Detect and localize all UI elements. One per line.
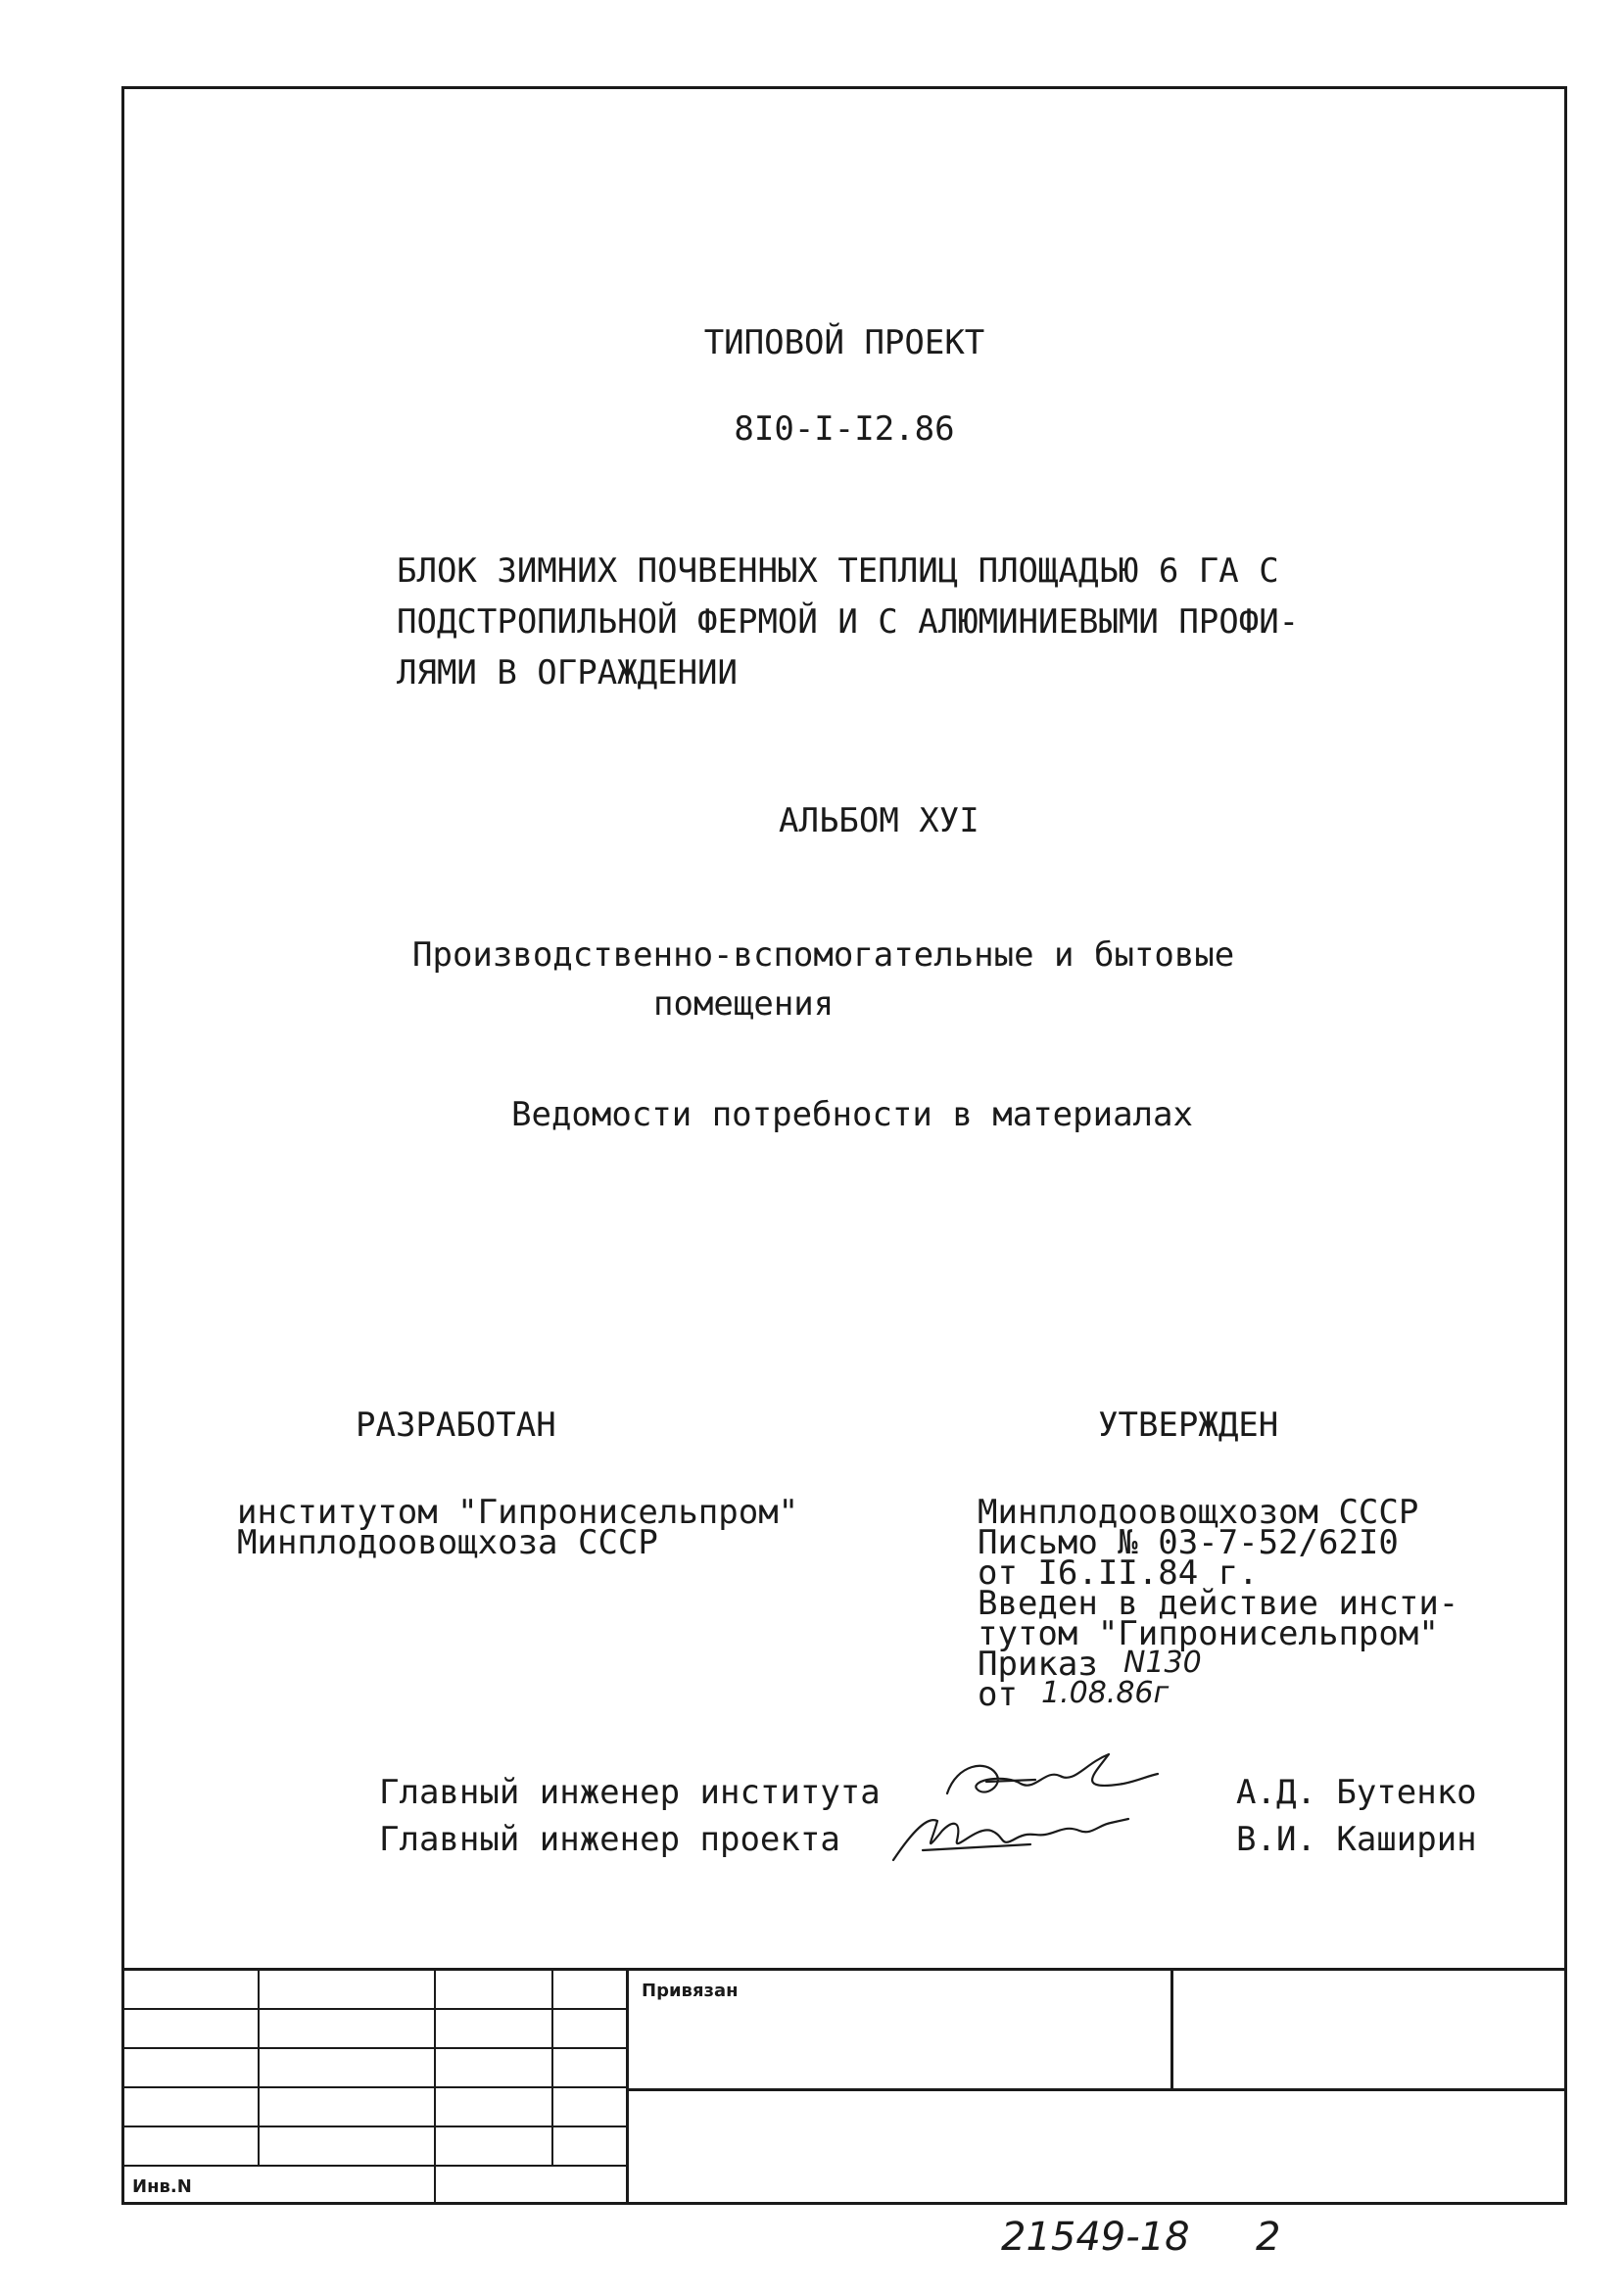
project-code: 8I0-I-I2.86 — [734, 409, 955, 449]
grid-hline-4 — [124, 2126, 626, 2127]
signature-kashirin — [884, 1801, 1158, 1870]
approved-line-4: Введен в действие инсти- — [978, 1584, 1459, 1623]
approved-line-3: от I6.II.84 г. — [978, 1553, 1259, 1593]
grid-vline-3 — [551, 1971, 553, 2167]
subtitle-line-1: Производственно-вспомогательные и бытовые — [412, 935, 1235, 975]
signature-name-butenko: А.Д. Бутенко — [1236, 1773, 1477, 1812]
attached-label: Привязан — [642, 1981, 739, 2001]
grid-hline-2 — [124, 2047, 626, 2049]
approved-line-5: тутом "Гипронисельпром" — [978, 1614, 1439, 1653]
order-date-handwritten: 1.08.86г — [1041, 1676, 1170, 1710]
grid-hline-3 — [124, 2086, 626, 2088]
developed-heading: РАЗРАБОТАН — [356, 1406, 556, 1445]
section-title: Ведомости потребности в материалах — [511, 1095, 1193, 1134]
approved-heading: УТВЕРЖДЕН — [1098, 1406, 1279, 1445]
footer-sheet-number: 2 — [1256, 2215, 1281, 2260]
project-title-line-2: ПОДСТРОПИЛЬНОЙ ФЕРМОЙ И С АЛЮМИНИЕВЫМИ ПРОФИ- — [397, 602, 1300, 642]
project-kind: ТИПОВОЙ ПРОЕКТ — [703, 323, 985, 362]
grid-vline-1 — [258, 1971, 260, 2167]
grid-hline-right — [626, 2088, 1564, 2091]
approved-line-2: Письмо № 03-7-52/62I0 — [978, 1523, 1399, 1562]
approved-line-6: Приказ — [978, 1645, 1098, 1684]
grid-hline-1 — [124, 2008, 626, 2010]
subtitle-line-2: помещения — [653, 984, 835, 1024]
chief-engineer-project-role: Главный инженер проекта — [379, 1820, 840, 1859]
approved-line-1: Минплодоовощхозом СССР — [978, 1493, 1419, 1532]
order-number-handwritten: N130 — [1123, 1646, 1202, 1680]
developed-line-2: Минплодоовощхоза СССР — [237, 1523, 658, 1562]
inventory-label: Инв.N — [132, 2176, 192, 2197]
chief-engineer-institute-role: Главный инженер института — [379, 1773, 881, 1812]
drawing-frame — [121, 86, 1567, 2205]
project-title-line-3: ЛЯМИ В ОГРАЖДЕНИИ — [397, 653, 738, 693]
album-label: АЛЬБОМ XУI — [779, 801, 979, 840]
grid-vline-5 — [1170, 1971, 1173, 2088]
signature-name-kashirin: В.И. Каширин — [1236, 1820, 1477, 1859]
title-block — [124, 1968, 1564, 2205]
grid-hline-5 — [124, 2165, 626, 2167]
footer-doc-number: 21549-18 — [1001, 2215, 1190, 2260]
approved-line-7: от — [978, 1675, 1018, 1714]
project-title-line-1: БЛОК ЗИМНИХ ПОЧВЕННЫХ ТЕПЛИЦ ПЛОЩАДЬЮ 6 ГА С — [397, 551, 1279, 591]
developed-line-1: институтом "Гипронисельпром" — [237, 1493, 799, 1532]
